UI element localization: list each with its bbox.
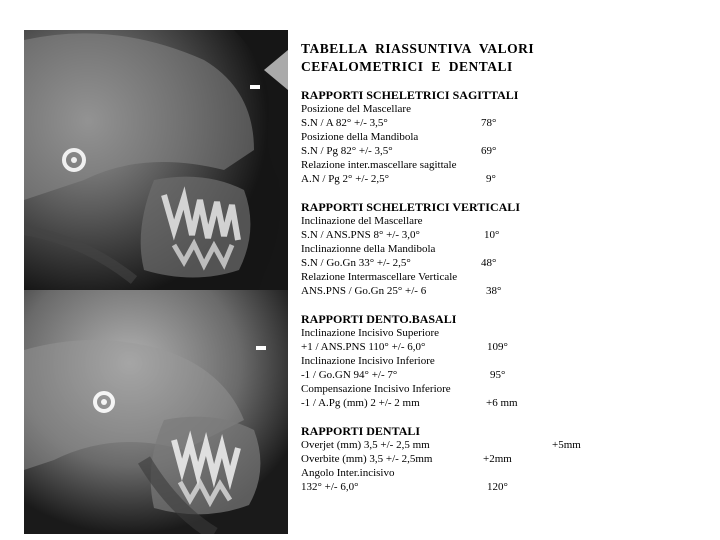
item-label: Inclinazione del Mascellare xyxy=(301,215,423,227)
item-label: Posizione del Mascellare xyxy=(301,103,411,115)
overbite-value: +2mm xyxy=(483,453,512,465)
section-heading: RAPPORTI SCHELETRICI VERTICALI xyxy=(301,200,520,214)
item-row xyxy=(301,256,711,270)
item-row xyxy=(301,396,711,410)
item-value: 48° xyxy=(481,257,497,269)
item-value: 109° xyxy=(487,341,508,353)
item-formula: +1 / ANS.PNS 110° +/- 6,0° xyxy=(301,341,426,353)
summary-table xyxy=(301,40,711,493)
item-label: Relazione inter.mascellare sagittale xyxy=(301,159,457,171)
cephalometric-xray-top xyxy=(24,30,288,290)
item-value: 69° xyxy=(481,145,497,157)
item-row xyxy=(301,116,711,130)
item-value: 9° xyxy=(486,173,496,185)
overbite-formula: Overbite (mm) 3,5 +/- 2,5mm xyxy=(301,453,433,465)
item-label: Compensazione Incisivo Inferiore xyxy=(301,383,451,395)
overjet-row xyxy=(301,438,711,452)
item-label: Inclinazionne della Mandibola xyxy=(301,243,436,255)
item-label: Inclinazione Incisivo Superiore xyxy=(301,327,440,339)
table-title-line-2: CEFALOMETRICI E DENTALI xyxy=(301,59,513,74)
overbite-row xyxy=(301,452,711,466)
item-value: 78° xyxy=(481,117,497,129)
section-dento-basal xyxy=(301,312,711,410)
section-heading: RAPPORTI SCHELETRICI SAGITTALI xyxy=(301,88,519,102)
item-formula: S.N / A 82° +/- 3,5° xyxy=(301,117,388,129)
item-row xyxy=(301,368,711,382)
item-formula: ANS.PNS / Go.Gn 25° +/- 6 xyxy=(301,285,427,297)
item-formula: S.N / ANS.PNS 8° +/- 3,0° xyxy=(301,229,420,241)
item-formula: A.N / Pg 2° +/- 2,5° xyxy=(301,173,390,185)
item-formula: -1 / Go.GN 94° +/- 7° xyxy=(301,369,398,381)
angle-formula: 132° +/- 6,0° xyxy=(301,481,359,493)
cephalometric-xray-bottom xyxy=(24,290,288,534)
item-value: 10° xyxy=(484,229,500,241)
section-heading: RAPPORTI DENTALI xyxy=(301,424,421,438)
item-formula: S.N / Go.Gn 33° +/- 2,5° xyxy=(301,257,411,269)
item-label: Posizione della Mandibola xyxy=(301,131,419,143)
section-dental xyxy=(301,424,711,494)
item-row xyxy=(301,172,711,186)
item-label: Relazione Intermascellare Verticale xyxy=(301,271,458,283)
item-row xyxy=(301,228,711,242)
section-vertical xyxy=(301,200,711,298)
item-row xyxy=(301,144,711,158)
item-value: +6 mm xyxy=(486,397,518,409)
angle-row xyxy=(301,480,711,494)
overjet-formula: Overjet (mm) 3,5 +/- 2,5 mm xyxy=(301,439,430,451)
table-title-line-1: TABELLA RIASSUNTIVA VALORI xyxy=(301,41,535,56)
item-formula: -1 / A.Pg (mm) 2 +/- 2 mm xyxy=(301,397,420,409)
item-row xyxy=(301,284,711,298)
angle-label: Angolo Inter.incisivo xyxy=(301,467,395,479)
item-value: 38° xyxy=(486,285,502,297)
angle-value: 120° xyxy=(487,481,508,493)
item-label: Inclinazione Incisivo Inferiore xyxy=(301,355,435,367)
item-row xyxy=(301,340,711,354)
overjet-value: +5mm xyxy=(552,439,581,451)
section-heading: RAPPORTI DENTO.BASALI xyxy=(301,312,457,326)
section-sagittal xyxy=(301,88,711,186)
item-value: 95° xyxy=(490,369,506,381)
item-formula: S.N / Pg 82° +/- 3,5° xyxy=(301,145,393,157)
